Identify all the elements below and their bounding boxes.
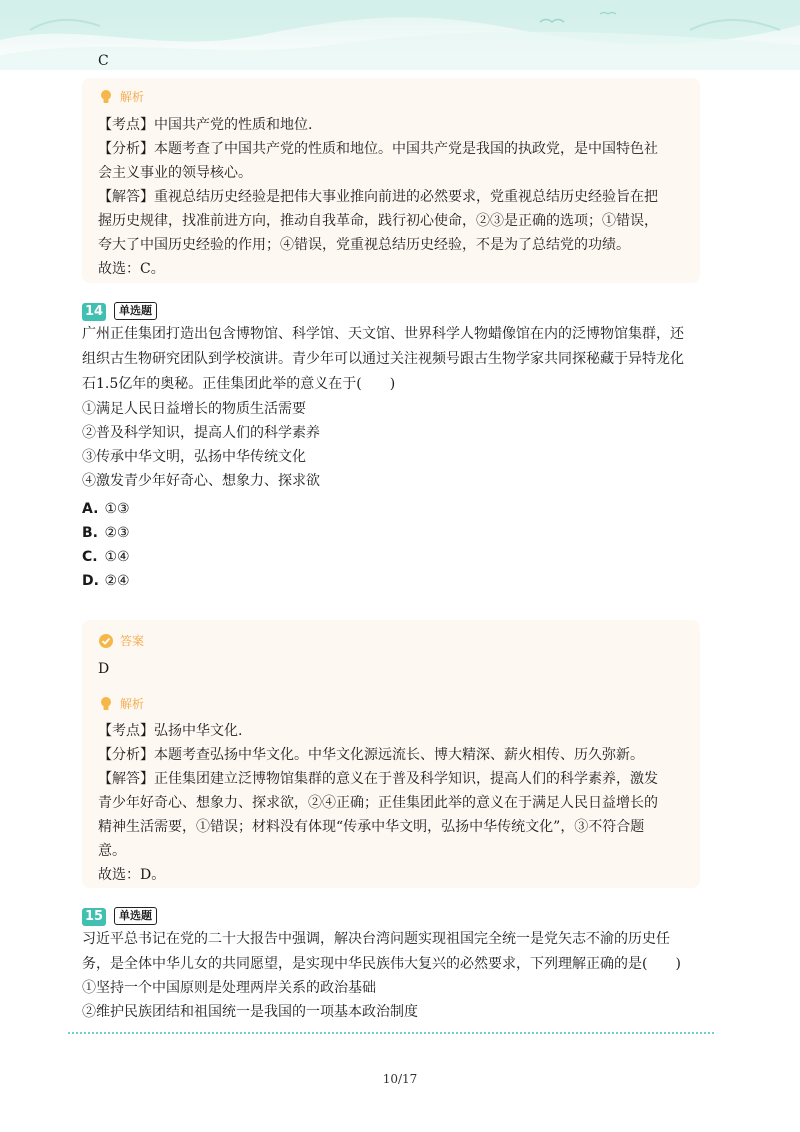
analysis-line: 握历史规律，找准前进方向，推动自我革命，践行初心使命，②③是正确的选项；①错误， [98,213,658,229]
check-badge-icon [98,633,114,649]
lightbulb-icon [98,696,114,712]
analysis-line: 故选：C。 [98,261,165,277]
question-number-badge: 14 [82,303,106,321]
option-text: ②③ [104,525,130,541]
question-type-badge: 单选题 [114,907,157,925]
prev-answer-value: C [98,53,109,69]
answer-tag [98,632,144,649]
analysis-line: 故选：D。 [98,867,166,883]
question-stem-line: ②维护民族团结和祖国统一是我国的一项基本政治制度 [82,1004,418,1020]
analysis-tag [98,88,144,105]
question-stem-line: 石1.5亿年的奥秘。正佳集团此举的意义在于( ) [82,376,396,392]
analysis-line: 意。 [98,843,126,859]
option-text: ①③ [104,501,130,517]
question-number-badge: 15 [82,908,106,926]
analysis-line: 【分析】本题考查弘扬中华文化。中华文化源远流长、博大精深、薪火相传、历久弥新。 [98,747,644,763]
analysis-line: 【考点】弘扬中华文化. [98,723,243,739]
analysis-line: 【考点】中国共产党的性质和地位. [98,117,313,133]
analysis-tag [98,695,144,712]
page-divider [68,1032,714,1034]
option-letter: B. [82,525,98,541]
option-letter: D. [82,573,99,589]
question-type-badge: 单选题 [114,302,157,320]
wave-decoration-icon [0,0,800,70]
analysis-line: 精神生活需要，①错误；材料没有体现“传承中华文明，弘扬中华传统文化”，③不符合题 [98,819,645,835]
lightbulb-icon [98,89,114,105]
option-b[interactable] [82,524,130,542]
question-stem-line: 务，是全体中华儿女的共同愿望，是实现中华民族伟大复兴的必然要求，下列理解正确的是( ) [82,956,681,972]
analysis-label: 解析 [120,90,145,104]
analysis-line: 夸大了中国历史经验的作用；④错误，党重视总结历史经验，不是为了总结党的功绩。 [98,237,630,253]
analysis-label: 解析 [120,697,145,711]
page-number: 10/17 [382,1072,418,1086]
question-stem-line: 广州正佳集团打造出包含博物馆、科学馆、天文馆、世界科学人物蜡像馆在内的泛博物馆集群，还 [82,326,684,342]
option-letter: A. [82,501,99,517]
question-stem-line: ①坚持一个中国原则是处理两岸关系的政治基础 [82,980,376,996]
q14-answer-box [82,620,700,888]
question-stem-line: 习近平总书记在党的二十大报告中强调，解决台湾问题实现祖国完全统一是党矢志不渝的历史任 [82,931,670,947]
question-stem-line: ③传承中华文明，弘扬中华传统文化 [82,449,306,465]
answer-value: D [98,661,110,677]
prev-analysis-box [82,78,700,283]
question-stem-line: 组织古生物研究团队到学校演讲。青少年可以通过关注视频号跟古生物学家共同探秘藏于异特龙化 [82,351,684,367]
answer-label: 答案 [120,634,145,648]
option-text: ②④ [104,573,130,589]
option-letter: C. [82,549,98,565]
question-stem-line: ④激发青少年好奇心、想象力、探求欲 [82,473,320,489]
question-stem-line: ①满足人民日益增长的物质生活需要 [82,401,306,417]
question-stem-line: ②普及科学知识，提高人们的科学素养 [82,425,320,441]
option-c[interactable] [82,548,130,566]
header-decoration [0,0,800,70]
option-a[interactable] [82,500,130,518]
analysis-line: 会主义事业的领导核心。 [98,165,252,181]
analysis-line: 【分析】本题考查了中国共产党的性质和地位。中国共产党是我国的执政党，是中国特色社 [98,141,658,157]
option-d[interactable] [82,572,130,590]
analysis-line: 青少年好奇心、想象力、探求欲，②④正确；正佳集团此举的意义在于满足人民日益增长的 [98,795,658,811]
option-text: ①④ [104,549,130,565]
analysis-line: 【解答】重视总结历史经验是把伟大事业推向前进的必然要求，党重视总结历史经验旨在把 [98,189,658,205]
analysis-line: 【解答】正佳集团建立泛博物馆集群的意义在于普及科学知识，提高人们的科学素养，激发 [98,771,658,787]
